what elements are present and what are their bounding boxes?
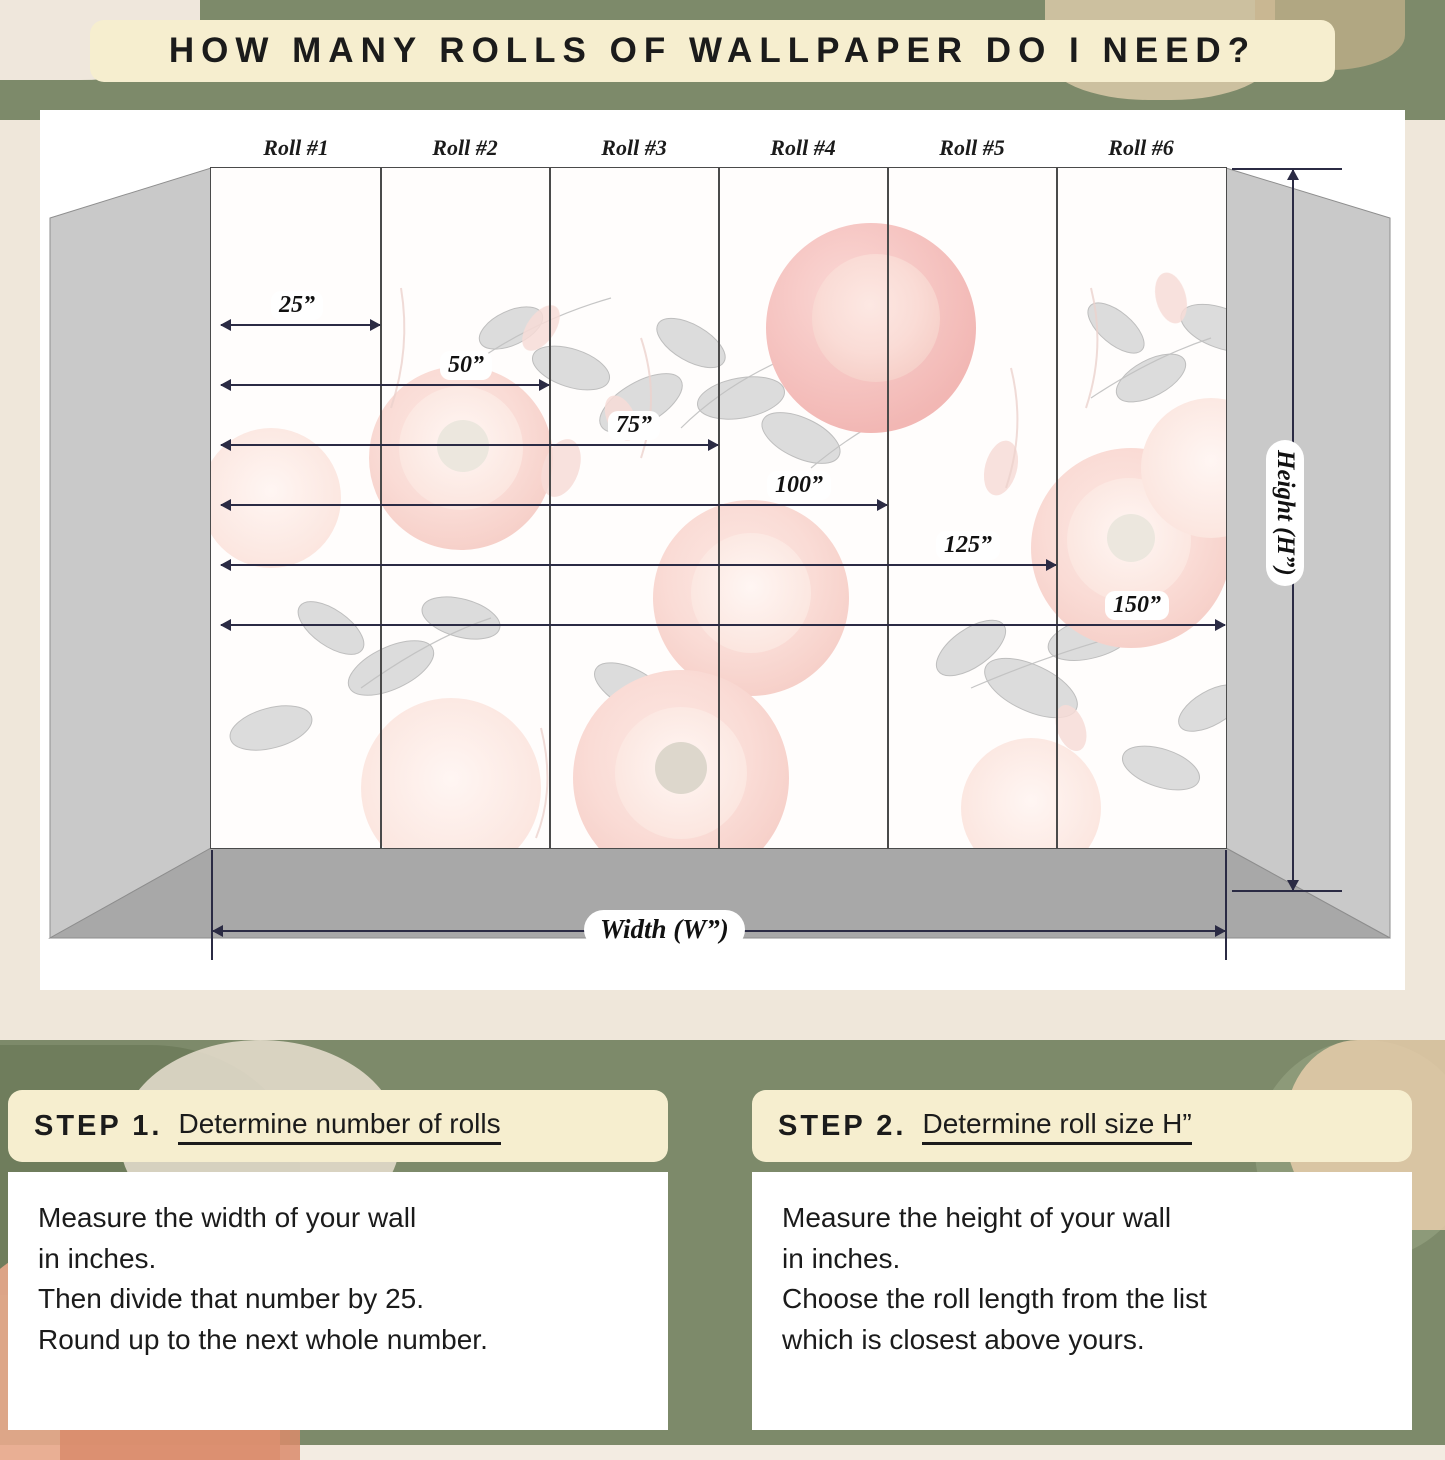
step-2-subtitle: Determine roll size H” — [922, 1108, 1191, 1145]
measurement-arrow-100 — [221, 504, 887, 506]
step-1-card — [8, 1090, 668, 1430]
width-tick-right — [1225, 850, 1227, 960]
step-2-line-4: which is closest above yours. — [782, 1323, 1145, 1355]
measurement-arrow-150 — [221, 624, 1225, 626]
width-label: Width (W”) — [584, 910, 745, 949]
measurement-label-125: 125” — [936, 531, 1000, 560]
step-1-line-1: Measure the width of your wall — [38, 1202, 417, 1233]
wall-diagram — [40, 110, 1405, 990]
measurement-arrow-50 — [221, 384, 549, 386]
measurement-arrow-125 — [221, 564, 1056, 566]
step-2-line-2: in inches. — [782, 1242, 901, 1274]
step-2-card — [752, 1090, 1412, 1430]
step-1-line-3: Then divide that number by 25. — [38, 1283, 425, 1315]
step-1-number: STEP 1. — [34, 1109, 163, 1142]
roll-label-2: Roll #2 — [432, 135, 498, 160]
page-title-banner — [90, 20, 1335, 82]
width-tick-left — [211, 850, 213, 960]
measurement-label-25: 25” — [271, 291, 323, 320]
step-1-body — [8, 1172, 668, 1430]
roll-divider-1 — [380, 168, 382, 848]
step-2-header — [752, 1090, 1412, 1162]
measurement-label-100: 100” — [767, 471, 831, 500]
measurement-label-150: 150” — [1105, 591, 1169, 620]
measurement-arrow-75 — [221, 444, 718, 446]
roll-label-3: Roll #3 — [601, 135, 667, 160]
step-1-subtitle: Determine number of rolls — [178, 1108, 500, 1145]
wallpaper-wall — [211, 168, 1226, 848]
page-title: HOW MANY ROLLS OF WALLPAPER DO I NEED? — [168, 31, 1257, 70]
step-2-line-1: Measure the height of your wall — [782, 1202, 1172, 1233]
measurement-label-50: 50” — [440, 351, 492, 380]
roll-divider-2 — [549, 168, 551, 848]
roll-divider-3 — [718, 168, 720, 848]
height-label: Height (H”) — [1266, 440, 1304, 586]
step-1-header — [8, 1090, 668, 1162]
step-2-number: STEP 2. — [778, 1109, 907, 1142]
roll-label-1: Roll #1 — [263, 135, 329, 160]
step-2-body — [752, 1172, 1412, 1430]
roll-label-5: Roll #5 — [939, 135, 1005, 160]
step-2-line-3: Choose the roll length from the list — [782, 1283, 1207, 1315]
measurement-arrow-25 — [221, 324, 380, 326]
step-1-line-2: in inches. — [38, 1242, 157, 1274]
measurement-label-75: 75” — [608, 411, 660, 440]
roll-label-4: Roll #4 — [770, 135, 836, 160]
roll-label-6: Roll #6 — [1108, 135, 1174, 160]
step-1-line-4: Round up to the next whole number. — [38, 1323, 488, 1355]
roll-divider-5 — [1056, 168, 1058, 848]
